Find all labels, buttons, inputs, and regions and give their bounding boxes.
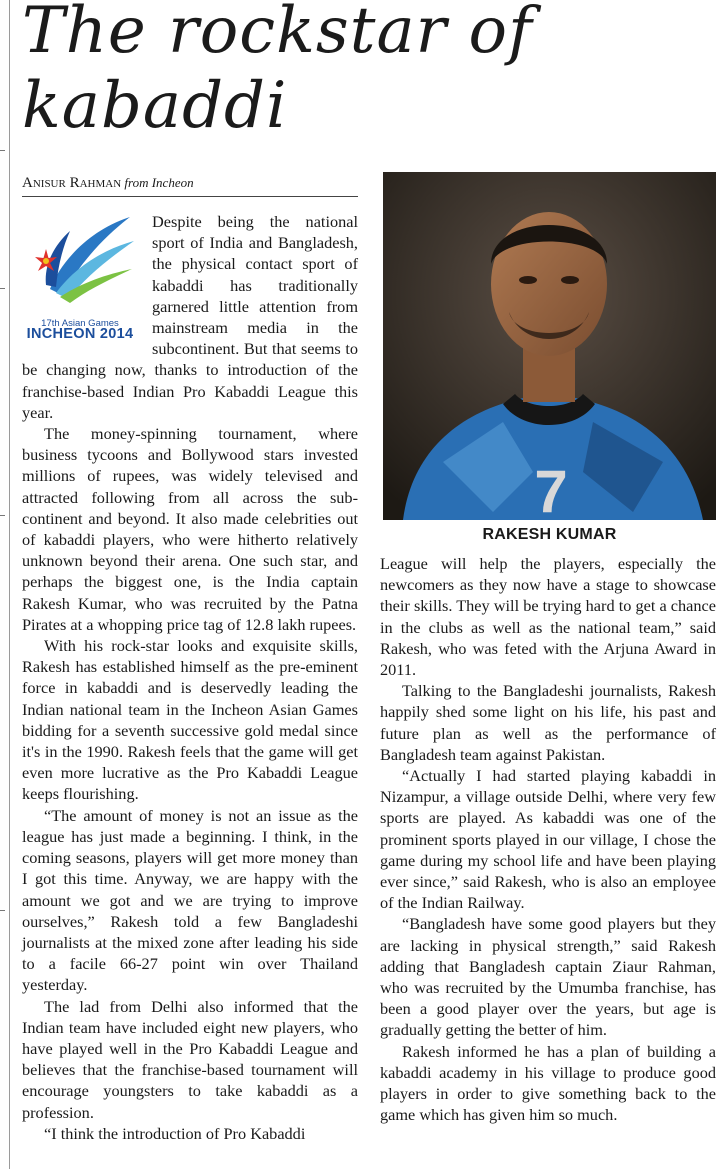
article-paragraph: “Bangladesh have some good players but they are lacking in physical strength,” said Rakesh adding that Bangladesh captain Ziaur Rahman, who was recruited by the Umumba franchise, has been a good player over the years, but age is gradually getting the better of him. — [380, 914, 716, 1040]
asian-games-emblem-icon — [22, 211, 138, 315]
player-photo — [383, 172, 716, 520]
article-paragraph: “Actually I had started playing kabaddi in Nizampur, a village outside Delhi, where very few sports are played. As kabaddi was one of the prominent sports played in our village, I chose the game during my school life and have been playing ever since,” said Rakesh, who is also an employee of the Indian Railway. — [380, 766, 716, 913]
logo-event-name: 17th Asian Games — [41, 318, 119, 329]
margin-tick — [0, 288, 5, 289]
byline — [22, 174, 358, 197]
margin-tick — [0, 150, 5, 151]
headline: The rockstar of kabaddi — [22, 0, 533, 143]
article-paragraph: “I think the introduction of Pro Kabaddi — [44, 1123, 306, 1143]
article-column-left — [22, 211, 358, 1144]
player-portrait-illustration — [383, 172, 716, 520]
article-paragraph: The money-spinning tournament, where business tycoons and Bollywood stars invested millions of rupees, was widely televised and attracted following from all across the sub-continent and beyond. It also made celebrities out of kabaddi players, who were hitherto relatively unknown beyond their arena. One such star, and perhaps the biggest one, is the India captain Rakesh Kumar, who was recruited by the Patna Pirates at a whopping price tag of 12.8 lakh rupees. — [22, 424, 358, 634]
article-paragraph: Despite being the national sport of India and Bangladesh, the physical contact sport of kabaddi has traditionally garnered little attention from mainstream media in the subcontinent. But that seems to be changing now, thanks to introduction of the franchise-based Indian Pro Kabaddi League this year. — [22, 212, 358, 422]
article-paragraph: Rakesh informed he has a plan of building a kabaddi academy in his village to produce good players in order to give something back to the game which has given him so much. — [380, 1041, 716, 1125]
byline-place: from Incheon — [124, 175, 194, 190]
article-paragraph: “The amount of money is not an issue as the league has just made a beginning. I think, in the coming seasons, players will get more money than I got this time. Anyway, we are happy with the amount we got and we are trying to improve ourselves,” Rakesh told a few Bangladeshi journalists at the mixed zone after leading his side to a facile 66-27 point win over Thailand yesterday. — [22, 805, 358, 995]
jersey-number: 7 — [534, 458, 568, 520]
column-divider-rule — [9, 0, 10, 1169]
article-paragraph: League will help the players, especially the newcomers as they now have a stage to showcase their skills. They will be trying hard to get a chance in the clubs as well as the national team,” said Rakesh, who was feted with the Arjuna Award in 2011. — [380, 554, 716, 680]
byline-author: Anisur Rahman — [22, 175, 122, 191]
photo-caption: RAKESH KUMAR — [482, 526, 617, 543]
logo-event-city: INCHEON 2014 — [26, 326, 134, 342]
margin-tick — [0, 515, 5, 516]
article-paragraph: Talking to the Bangladeshi journalists, Rakesh happily shed some light on his life, his past and future plan as well as the performance of Bangladesh team against Pakistan. — [380, 681, 716, 764]
asian-games-logo — [22, 211, 138, 345]
article-paragraph: The lad from Delhi also informed that the Indian team have included eight new players, who have played well in the Pro Kabaddi League and believes that the franchise-based tournament will encourage youngsters to take kabaddi as a profession. — [22, 996, 358, 1122]
article-paragraph: With his rock-star looks and exquisite skills, Rakesh has established himself as the pre-eminent force in kabaddi and is deservedly leading the Indian national team in the Incheon Asian Games bidding for a seventh successive gold medal since it's in the 1990. Rakesh feels that the game will get even more lucrative as the Pro Kabaddi League keeps flourishing. — [22, 636, 358, 804]
margin-tick — [0, 910, 5, 911]
article-column-right — [380, 553, 716, 1125]
